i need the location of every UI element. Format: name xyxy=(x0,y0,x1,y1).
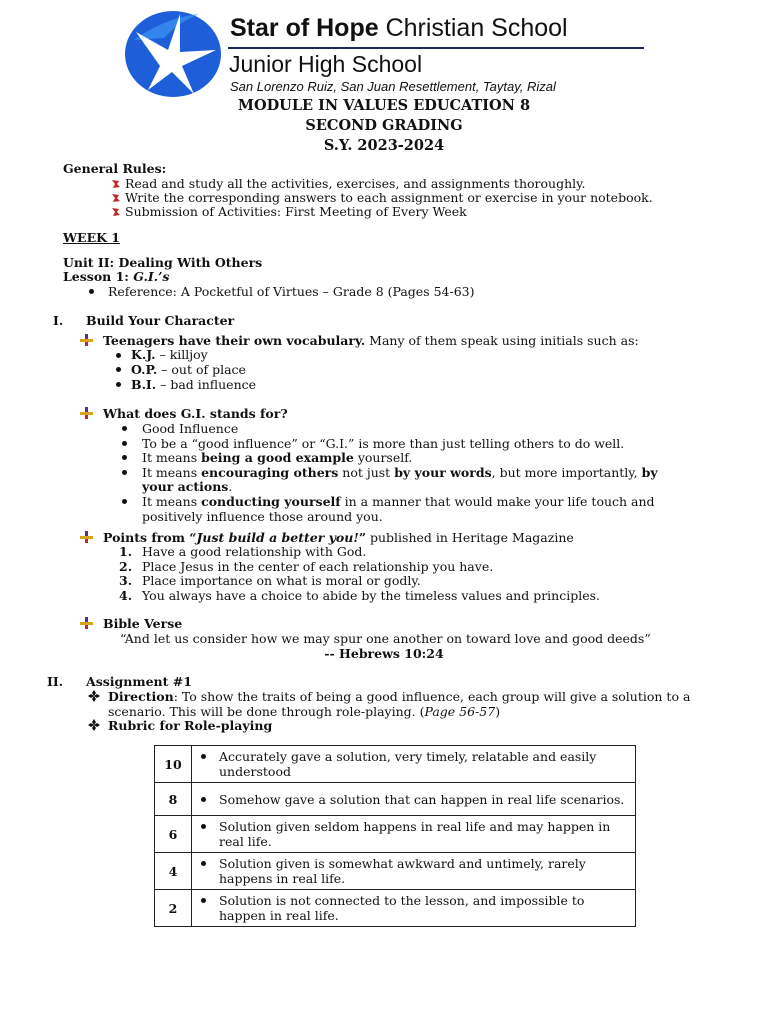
rubric-description: Somehow gave a solution that can happen in real life scenarios. xyxy=(192,783,636,816)
bullet-icon xyxy=(201,898,206,903)
rubric-description: Solution is not connected to the lesson, and impossible to happen in real life. xyxy=(192,890,636,927)
gi-item: It means being a good example yourself. xyxy=(142,450,413,465)
rubric-description: Accurately gave a solution, very timely, relatable and easily understood xyxy=(192,746,636,783)
list-number: 1. xyxy=(119,544,133,559)
rubric-table xyxy=(154,745,636,927)
rubric-score: 4 xyxy=(155,853,192,890)
rubric-score: 8 xyxy=(155,783,192,816)
school-address: San Lorenzo Ruiz, San Juan Resettlement, Taytay, Rizal xyxy=(230,79,556,94)
pushpin-plus-icon xyxy=(80,334,93,346)
rule-item: Write the corresponding answers to each assignment or exercise in your notebook. xyxy=(125,190,653,205)
bullet-icon xyxy=(122,441,127,446)
initial-item: B.I. – bad influence xyxy=(131,377,257,392)
pushpin-plus-icon xyxy=(80,617,93,629)
bullet-icon xyxy=(116,367,121,372)
lesson-title: Lesson 1: G.I.’s xyxy=(63,269,170,284)
school-logo-icon xyxy=(124,10,222,98)
red-glyph-icon xyxy=(111,207,121,217)
bullet-icon xyxy=(122,426,127,431)
direction-text-continued: scenario. This will be done through role-playing. (Page 56-57) xyxy=(108,704,501,719)
points-item: You always have a choice to abide by the timeless values and principles. xyxy=(142,588,601,603)
section-numeral: II. xyxy=(47,674,64,689)
bullet-icon xyxy=(89,289,94,294)
gi-item-continued: positively influence those around you. xyxy=(142,509,383,524)
section-numeral: I. xyxy=(53,313,64,328)
bullet-icon xyxy=(122,470,127,475)
rubric-description: Solution given is somewhat awkward and untimely, rarely happens in real life. xyxy=(192,853,636,890)
rubric-title: Rubric for Role-playing xyxy=(108,718,273,733)
rule-item: Submission of Activities: First Meeting of Every Week xyxy=(125,204,467,219)
points-heading: Points from “Just build a better you!” published in Heritage Magazine xyxy=(103,530,574,545)
reference-text: Reference: A Pocketful of Virtues – Grade 8 (Pages 54-63) xyxy=(108,284,475,299)
rubric-score: 6 xyxy=(155,816,192,853)
bullet-icon xyxy=(201,861,206,866)
school-year: S.Y. 2023-2024 xyxy=(323,137,445,154)
bullet-icon xyxy=(116,382,121,387)
section-title: Assignment #1 xyxy=(86,674,192,689)
points-item: Have a good relationship with God. xyxy=(142,544,367,559)
table-row xyxy=(155,853,636,890)
bible-heading: Bible Verse xyxy=(103,616,183,631)
pushpin-plus-icon xyxy=(80,407,93,419)
rubric-score: 10 xyxy=(155,746,192,783)
table-row xyxy=(155,783,636,816)
school-name: Star of Hope Christian School xyxy=(230,14,568,42)
rubric-score: 2 xyxy=(155,890,192,927)
unit-title: Unit II: Dealing With Others xyxy=(63,255,263,270)
table-row xyxy=(155,816,636,853)
module-title: MODULE IN VALUES EDUCATION 8 xyxy=(237,97,531,114)
teen-vocab-text: Teenagers have their own vocabulary. Many of them speak using initials such as: xyxy=(103,333,639,348)
pushpin-plus-icon xyxy=(80,531,93,543)
section-title: Build Your Character xyxy=(86,313,235,328)
list-number: 3. xyxy=(119,573,133,588)
rule-item: Read and study all the activities, exercises, and assignments thoroughly. xyxy=(125,176,586,191)
bullet-icon xyxy=(201,797,206,802)
bullet-icon xyxy=(116,353,121,358)
gi-item: Good Influence xyxy=(142,421,239,436)
rubric-description: Solution given seldom happens in real life and may happen in real life. xyxy=(192,816,636,853)
bullet-icon xyxy=(122,455,127,460)
list-number: 4. xyxy=(119,588,133,603)
list-number: 2. xyxy=(119,559,133,574)
four-diamond-icon xyxy=(88,690,100,702)
table-row xyxy=(155,890,636,927)
direction-text: Direction: To show the traits of being a good influence, each group will give a solution to a xyxy=(108,689,691,704)
gi-item: It means conducting yourself in a manner that would make your life touch and xyxy=(142,494,655,509)
bullet-icon xyxy=(201,754,206,759)
school-subtitle: Junior High School xyxy=(229,51,423,77)
gi-item-continued: your actions. xyxy=(142,479,233,494)
grading-title: SECOND GRADING xyxy=(305,117,463,134)
header-rule xyxy=(228,47,644,49)
initial-item: K.J. – killjoy xyxy=(131,347,208,362)
week-label: WEEK 1 xyxy=(63,230,121,245)
red-glyph-icon xyxy=(111,179,121,189)
gi-item: To be a “good influence” or “G.I.” is more than just telling others to do well. xyxy=(142,436,625,451)
points-item: Place Jesus in the center of each relationship you have. xyxy=(142,559,494,574)
initial-item: O.P. – out of place xyxy=(131,362,246,377)
four-diamond-icon xyxy=(88,719,100,731)
table-row xyxy=(155,746,636,783)
bible-reference: -- Hebrews 10:24 xyxy=(324,646,444,661)
points-item: Place importance on what is moral or godly. xyxy=(142,573,421,588)
general-rules-heading: General Rules: xyxy=(63,161,167,176)
gi-item: It means encouraging others not just by your words, but more importantly, by xyxy=(142,465,658,480)
bullet-icon xyxy=(122,499,127,504)
bible-verse: “And let us consider how we may spur one another on toward love and good deeds” xyxy=(120,631,651,646)
gi-heading: What does G.I. stands for? xyxy=(103,406,288,421)
bullet-icon xyxy=(201,824,206,829)
red-glyph-icon xyxy=(111,193,121,203)
